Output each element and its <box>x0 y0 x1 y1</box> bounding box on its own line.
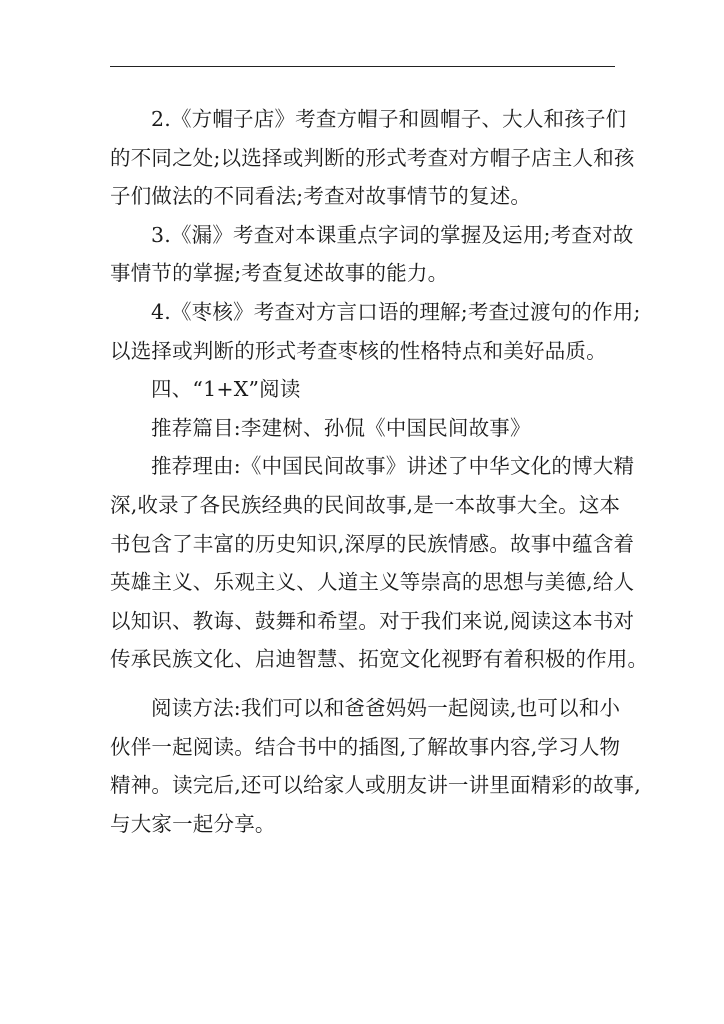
text-line: 四、“1+X”阅读 <box>151 377 301 402</box>
text-line: 推荐篇目:李建树、孙侃《中国民间故事》 <box>151 415 531 440</box>
recommendation-reason <box>110 447 649 679</box>
text-line: 推荐理由:《中国民间故事》讲述了中华文化的博大精 <box>151 454 635 479</box>
text-line: 事情节的掌握;考查复述故事的能力。 <box>110 261 449 286</box>
document-body <box>110 100 649 843</box>
recommended-books <box>110 409 620 448</box>
text-line: 英雄主义、乐观主义、人道主义等崇高的思想与美德,给人 <box>110 570 635 595</box>
text-line: 阅读方法:我们可以和爸爸妈妈一起阅读,也可以和小 <box>151 695 621 720</box>
text-line: 以选择或判断的形式考查枣核的性格特点和美好品质。 <box>110 338 607 363</box>
text-line: 4.《枣核》考查对方言口语的理解;考查过渡句的作用; <box>151 299 641 324</box>
section-heading-reading <box>110 370 620 409</box>
text-line: 子们做法的不同看法;考查对故事情节的复述。 <box>110 184 532 209</box>
paragraph-spacer <box>110 679 620 689</box>
text-line: 深,收录了各民族经典的民间故事,是一本故事大全。这本 <box>110 492 621 517</box>
text-line: 书包含了丰富的历史知识,深厚的民族情感。故事中蕴含着 <box>110 531 635 556</box>
text-line: 与大家一起分享。 <box>110 811 276 836</box>
header-rule <box>110 66 615 67</box>
paragraph-lou <box>110 216 634 293</box>
text-line: 传承民族文化、启迪智慧、拓宽文化视野有着积极的作用。 <box>110 647 649 672</box>
text-line: 2.《方帽子店》考查方帽子和圆帽子、大人和孩子们 <box>151 107 627 131</box>
text-line: 的不同之处;以选择或判断的形式考查对方帽子店主人和孩 <box>110 145 635 170</box>
text-line: 精神。读完后,还可以给家人或朋友讲一讲里面精彩的故事, <box>110 773 641 798</box>
text-line: 3.《漏》考查对本课重点字词的掌握及运用;考查对故 <box>151 222 634 247</box>
text-line: 以知识、教诲、鼓舞和希望。对于我们来说,阅读这本书对 <box>110 608 635 633</box>
reading-method <box>110 689 641 843</box>
paragraph-fang-maozi-dian <box>110 100 635 216</box>
text-line: 伙伴一起阅读。结合书中的插图,了解故事内容,学习人物 <box>110 734 621 759</box>
paragraph-zao-he <box>110 293 641 370</box>
